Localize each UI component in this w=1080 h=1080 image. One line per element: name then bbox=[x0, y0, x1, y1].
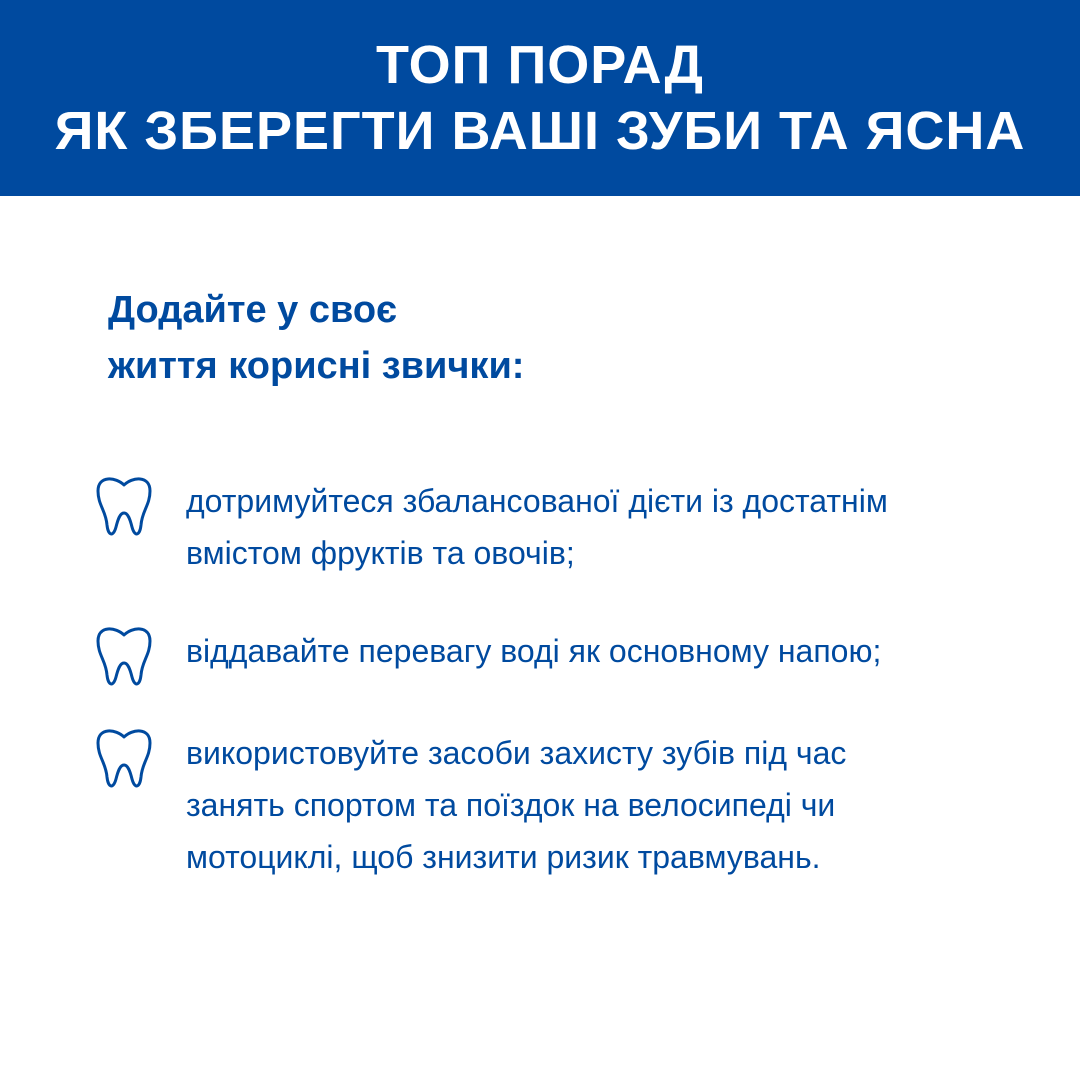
tooth-icon bbox=[94, 625, 154, 689]
tooth-icon bbox=[94, 475, 154, 539]
tip-text-line: мотоциклі, щоб знизити ризик травмувань. bbox=[186, 839, 821, 875]
tip-text bbox=[186, 727, 1046, 883]
tip-text bbox=[186, 625, 1046, 677]
tip-text-line: дотримуйтеся збалансованої дієти із достатнім bbox=[186, 483, 888, 519]
header-title-line-1: ТОП ПОРАД bbox=[375, 35, 705, 95]
tooth-icon bbox=[94, 727, 154, 791]
tip-text-line: віддавайте перевагу воді як основному напою; bbox=[186, 633, 882, 669]
subtitle-line-1: Додайте у своє bbox=[108, 289, 398, 331]
tip-text-line: вмістом фруктів та овочів; bbox=[186, 535, 575, 571]
tip-text-line: занять спортом та поїздок на велосипеді чи bbox=[186, 787, 836, 823]
subtitle-line-2: життя корисні звички: bbox=[108, 345, 525, 387]
tip-text-line: використовуйте засоби захисту зубів під час bbox=[186, 735, 847, 771]
tip-text bbox=[186, 475, 1046, 579]
header-title-line-2: ЯК ЗБЕРЕГТИ ВАШІ ЗУБИ ТА ЯСНА bbox=[54, 101, 1026, 161]
